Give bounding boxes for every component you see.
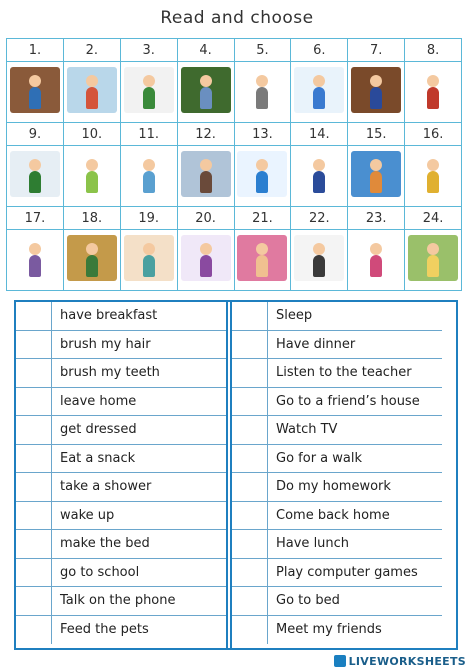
answer-box[interactable] — [16, 445, 52, 473]
activity-illustration — [408, 151, 458, 197]
answer-box[interactable] — [232, 388, 268, 416]
figure-head — [200, 243, 212, 255]
phrase-text: Sleep — [276, 308, 313, 323]
phrase-list — [14, 300, 458, 650]
phrase-text: Eat a snack — [60, 450, 136, 466]
phrase-row — [232, 530, 442, 559]
figure-body — [86, 171, 98, 193]
activity-illustration — [124, 235, 174, 281]
activity-illustration — [294, 67, 344, 113]
figure-head — [427, 243, 439, 255]
phrase-row — [232, 416, 442, 445]
activity-illustration — [237, 235, 287, 281]
figure-body — [29, 255, 41, 277]
picture-number: 12. — [177, 123, 234, 146]
picture-number: 23. — [348, 207, 405, 230]
picture-cell[interactable] — [405, 62, 462, 123]
activity-illustration — [67, 235, 117, 281]
phrase-row — [232, 587, 442, 616]
figure-head — [143, 75, 155, 87]
phrase-text: brush my hair — [60, 336, 151, 352]
activity-illustration — [294, 235, 344, 281]
figure-body — [29, 171, 41, 193]
phrase-text: Go to bed — [276, 593, 340, 608]
activity-illustration — [181, 235, 231, 281]
activity-illustration — [294, 151, 344, 197]
figure-body — [200, 87, 212, 109]
phrase-text: have breakfast — [60, 308, 158, 323]
phrase-row — [16, 388, 226, 417]
phrase-row — [232, 331, 442, 360]
picture-cell[interactable] — [63, 146, 120, 207]
answer-box[interactable] — [232, 502, 268, 530]
phrase-row — [232, 616, 442, 645]
figure-body — [370, 87, 382, 109]
phrase-text: go to school — [60, 564, 140, 580]
phrase-row — [16, 616, 226, 645]
picture-cell[interactable] — [348, 230, 405, 291]
activity-illustration — [10, 67, 60, 113]
picture-cell[interactable] — [120, 146, 177, 207]
phrase-text: Play computer games — [276, 564, 418, 580]
picture-cell[interactable] — [234, 62, 291, 123]
picture-cell[interactable] — [7, 230, 64, 291]
figure-body — [370, 171, 382, 193]
picture-number: 16. — [405, 123, 462, 146]
activity-illustration — [67, 151, 117, 197]
phrase-row — [16, 502, 226, 531]
picture-grid — [6, 38, 462, 291]
figure-head — [29, 243, 41, 255]
picture-number: 1. — [7, 39, 64, 62]
phrase-column-right — [230, 302, 442, 648]
picture-number: 19. — [120, 207, 177, 230]
answer-box[interactable] — [16, 473, 52, 501]
figure-body — [313, 255, 325, 277]
figure-head — [370, 159, 382, 171]
phrase-text: make the bed — [60, 536, 150, 551]
picture-number: 15. — [348, 123, 405, 146]
picture-cell[interactable] — [177, 230, 234, 291]
phrase-text: Talk on the phone — [60, 593, 176, 608]
phrase-row — [232, 388, 442, 417]
answer-box[interactable] — [16, 388, 52, 416]
phrase-text: Go to a friend’s house — [276, 393, 420, 409]
figure-head — [143, 159, 155, 171]
phrase-row — [232, 502, 442, 531]
picture-number: 21. — [234, 207, 291, 230]
figure-head — [313, 159, 325, 171]
answer-box[interactable] — [16, 416, 52, 444]
picture-cell[interactable] — [63, 230, 120, 291]
phrase-row — [16, 445, 226, 474]
picture-cell[interactable] — [291, 146, 348, 207]
activity-illustration — [10, 235, 60, 281]
answer-box[interactable] — [232, 359, 268, 387]
phrase-row — [16, 587, 226, 616]
phrase-text: take a shower — [60, 479, 152, 494]
picture-number: 2. — [63, 39, 120, 62]
picture-cell[interactable] — [291, 230, 348, 291]
picture-cell[interactable] — [234, 230, 291, 291]
picture-number: 6. — [291, 39, 348, 62]
picture-number: 13. — [234, 123, 291, 146]
phrase-row — [16, 331, 226, 360]
figure-body — [313, 87, 325, 109]
answer-box[interactable] — [232, 559, 268, 587]
phrase-row — [232, 359, 442, 388]
figure-body — [313, 171, 325, 193]
phrase-text: Do my homework — [276, 479, 391, 494]
activity-illustration — [351, 235, 401, 281]
activity-illustration — [67, 67, 117, 113]
phrase-row — [232, 445, 442, 474]
activity-illustration — [408, 235, 458, 281]
picture-cell[interactable] — [348, 146, 405, 207]
phrase-row — [16, 302, 226, 331]
figure-body — [427, 255, 439, 277]
figure-head — [86, 75, 98, 87]
figure-body — [200, 171, 212, 193]
answer-box[interactable] — [16, 530, 52, 558]
phrase-text: Feed the pets — [60, 621, 149, 637]
activity-illustration — [181, 67, 231, 113]
answer-box[interactable] — [232, 416, 268, 444]
answer-box[interactable] — [16, 359, 52, 387]
phrase-text: brush my teeth — [60, 365, 160, 380]
picture-cell[interactable] — [177, 62, 234, 123]
liveworksheets-icon — [334, 655, 346, 667]
figure-head — [200, 159, 212, 171]
figure-body — [86, 255, 98, 277]
picture-cell[interactable] — [120, 230, 177, 291]
answer-box[interactable] — [16, 559, 52, 587]
figure-body — [256, 87, 268, 109]
phrase-row — [16, 559, 226, 588]
liveworksheets-logo[interactable] — [334, 655, 466, 668]
figure-head — [86, 159, 98, 171]
figure-head — [370, 75, 382, 87]
figure-body — [29, 87, 41, 109]
figure-body — [143, 87, 155, 109]
picture-cell[interactable] — [7, 146, 64, 207]
activity-illustration — [351, 151, 401, 197]
brand-text: LIVEWORKSHEETS — [348, 655, 466, 668]
answer-box[interactable] — [16, 502, 52, 530]
picture-cell[interactable] — [291, 62, 348, 123]
figure-body — [256, 171, 268, 193]
picture-number: 24. — [405, 207, 462, 230]
picture-number: 5. — [234, 39, 291, 62]
picture-number: 7. — [348, 39, 405, 62]
phrase-text: Come back home — [276, 507, 390, 523]
activity-illustration — [124, 151, 174, 197]
picture-number: 4. — [177, 39, 234, 62]
answer-box[interactable] — [232, 530, 268, 558]
figure-head — [313, 75, 325, 87]
phrase-text: get dressed — [60, 422, 137, 437]
picture-cell[interactable] — [63, 62, 120, 123]
phrase-text: Watch TV — [276, 422, 338, 437]
figure-body — [427, 87, 439, 109]
activity-illustration — [181, 151, 231, 197]
phrase-row — [16, 530, 226, 559]
figure-body — [143, 255, 155, 277]
picture-number: 11. — [120, 123, 177, 146]
picture-number: 9. — [7, 123, 64, 146]
phrase-row — [232, 559, 442, 588]
picture-cell[interactable] — [120, 62, 177, 123]
picture-number: 17. — [7, 207, 64, 230]
figure-body — [370, 255, 382, 277]
answer-box[interactable] — [232, 587, 268, 615]
figure-head — [256, 75, 268, 87]
phrase-row — [16, 473, 226, 502]
picture-number: 3. — [120, 39, 177, 62]
phrase-column-left — [16, 302, 228, 648]
picture-number: 20. — [177, 207, 234, 230]
answer-box[interactable] — [16, 587, 52, 615]
phrase-text: wake up — [60, 507, 115, 523]
figure-body — [200, 255, 212, 277]
picture-cell[interactable] — [405, 230, 462, 291]
phrase-text: Go for a walk — [276, 450, 363, 466]
figure-body — [256, 255, 268, 277]
picture-cell[interactable] — [234, 146, 291, 207]
figure-head — [427, 75, 439, 87]
phrase-row — [232, 473, 442, 502]
figure-head — [370, 243, 382, 255]
answer-box[interactable] — [16, 331, 52, 359]
figure-head — [29, 75, 41, 87]
answer-box[interactable] — [232, 331, 268, 359]
figure-head — [256, 243, 268, 255]
figure-body — [86, 87, 98, 109]
phrase-row — [16, 359, 226, 388]
picture-number: 14. — [291, 123, 348, 146]
activity-illustration — [237, 151, 287, 197]
figure-body — [143, 171, 155, 193]
picture-cell[interactable] — [348, 62, 405, 123]
phrase-text: Listen to the teacher — [276, 365, 412, 380]
answer-box[interactable] — [16, 616, 52, 645]
picture-number: 18. — [63, 207, 120, 230]
phrase-row — [16, 416, 226, 445]
phrase-text: Have lunch — [276, 536, 350, 551]
activity-illustration — [237, 67, 287, 113]
answer-box[interactable] — [232, 473, 268, 501]
figure-head — [86, 243, 98, 255]
picture-number: 22. — [291, 207, 348, 230]
answer-box[interactable] — [232, 445, 268, 473]
figure-head — [29, 159, 41, 171]
phrase-text: leave home — [60, 393, 137, 409]
picture-cell[interactable] — [405, 146, 462, 207]
figure-head — [427, 159, 439, 171]
activity-illustration — [408, 67, 458, 113]
picture-cell[interactable] — [7, 62, 64, 123]
answer-box[interactable] — [16, 302, 52, 330]
figure-head — [256, 159, 268, 171]
figure-body — [427, 171, 439, 193]
activity-illustration — [10, 151, 60, 197]
phrase-row — [232, 302, 442, 331]
answer-box[interactable] — [232, 616, 268, 645]
figure-head — [313, 243, 325, 255]
activity-illustration — [351, 67, 401, 113]
phrase-text: Have dinner — [276, 336, 356, 352]
figure-head — [143, 243, 155, 255]
activity-illustration — [124, 67, 174, 113]
worksheet-title: Read and choose — [160, 8, 314, 28]
figure-head — [200, 75, 212, 87]
phrase-text: Meet my friends — [276, 621, 382, 637]
picture-number: 8. — [405, 39, 462, 62]
picture-cell[interactable] — [177, 146, 234, 207]
answer-box[interactable] — [232, 302, 268, 330]
picture-number: 10. — [63, 123, 120, 146]
